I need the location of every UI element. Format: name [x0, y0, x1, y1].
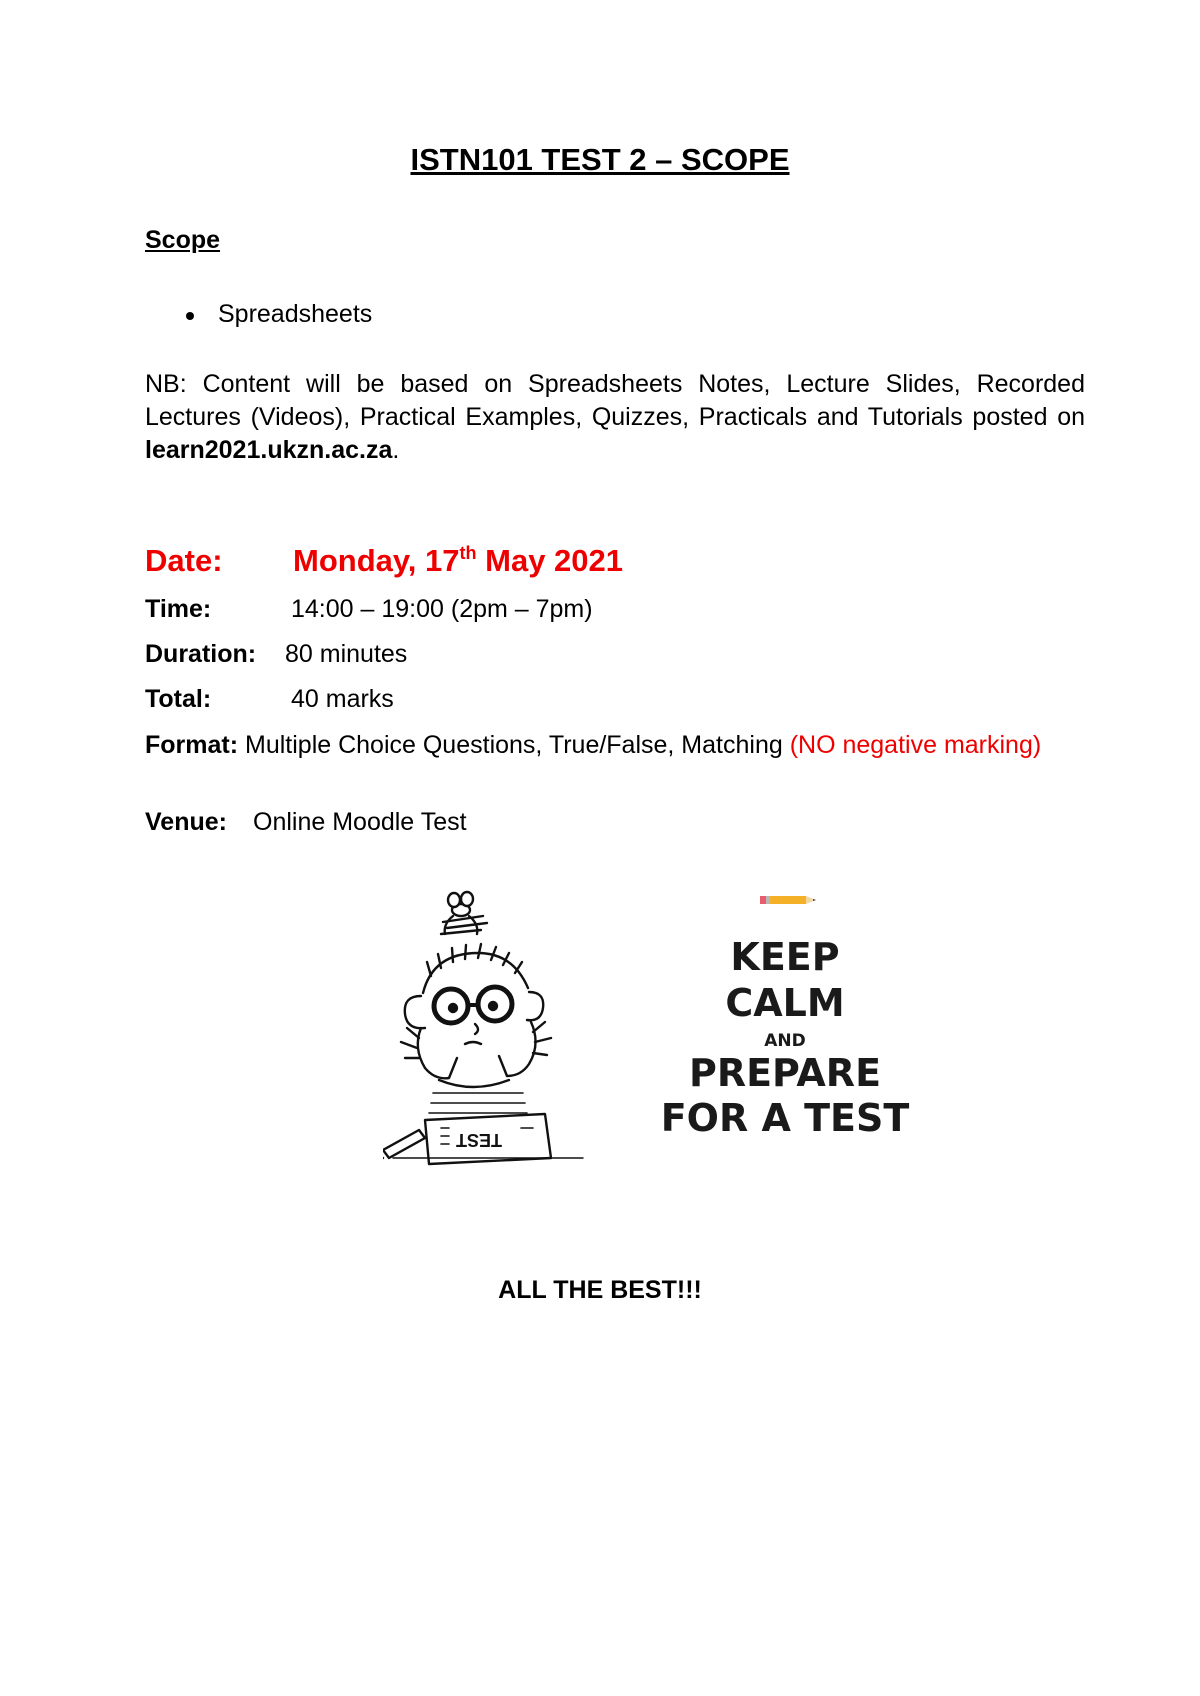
page-title: ISTN101 TEST 2 – SCOPE: [410, 142, 790, 177]
note-end: .: [392, 436, 400, 464]
date-label: Date:: [145, 543, 223, 578]
total-label: Total:: [145, 685, 212, 713]
poster-line-for-a-test: FOR A TEST: [660, 1096, 910, 1140]
venue-row: [145, 808, 467, 837]
poster-line-keep: KEEP: [730, 935, 840, 979]
format-value: Multiple Choice Questions, True/False, Matching: [238, 731, 790, 759]
keep-calm-poster: [660, 893, 910, 1143]
student-taking-test-illustration: [383, 888, 588, 1166]
venue-label: Venue:: [145, 808, 227, 836]
closing-message: ALL THE BEST!!!: [498, 1276, 702, 1304]
time-row: [145, 595, 593, 624]
format-row: [145, 728, 1085, 762]
format-note: (NO negative marking): [789, 731, 1042, 759]
date-value: [293, 543, 623, 578]
duration-row: [145, 640, 407, 669]
list-item: Spreadsheets: [145, 300, 372, 329]
total-value: 40 marks: [291, 685, 394, 713]
date-suffix: th: [459, 543, 477, 563]
date-row: [145, 543, 623, 579]
poster-line-prepare: PREPARE: [688, 1051, 882, 1095]
date-day: Monday, 17: [293, 543, 460, 578]
scope-list: [145, 300, 372, 329]
total-row: [145, 685, 394, 714]
content-note: [145, 368, 1085, 467]
note-text: NB: Content will be based on Spreadsheets Notes, Lecture Slides, Recorded Lectures (Videos), Practical Examples, Quizzes, Practicals and Tutorials posted on: [145, 370, 1085, 431]
pencil-icon: [760, 893, 818, 907]
format-label: Format:: [145, 731, 239, 759]
venue-value: Online Moodle Test: [253, 808, 467, 836]
duration-label: Duration:: [145, 640, 257, 668]
scope-heading: Scope: [145, 226, 221, 254]
paper-label: TEST: [455, 1130, 503, 1150]
time-label: Time:: [145, 595, 212, 623]
poster-line-and: AND: [764, 1031, 806, 1051]
site-name: learn2021.ukzn.ac.za: [145, 436, 393, 464]
time-value: 14:00 – 19:00 (2pm – 7pm): [291, 595, 593, 623]
fly-icon: [441, 892, 487, 934]
poster-line-calm: CALM: [725, 981, 845, 1025]
date-month-year: May 2021: [476, 543, 624, 578]
duration-value: 80 minutes: [285, 640, 408, 668]
